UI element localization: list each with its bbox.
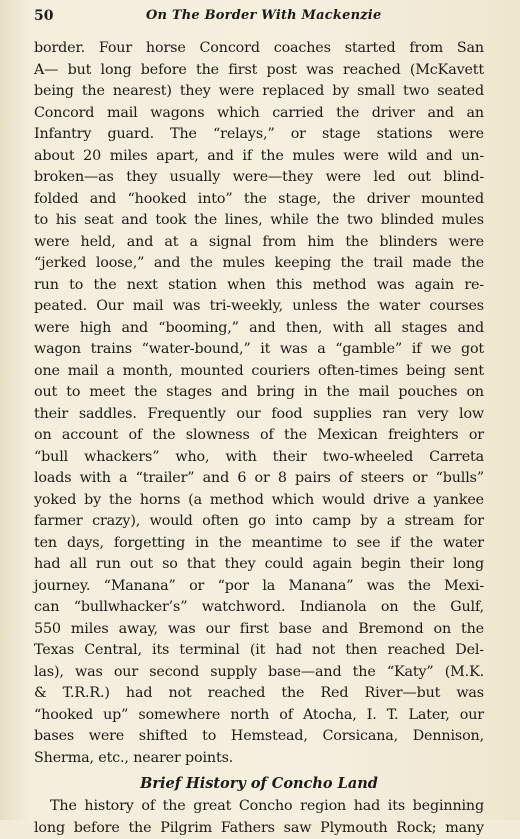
text-line: were held, and at a signal from him the blinders were xyxy=(34,232,484,254)
text-line: to his seat and took the lines, while the two blinded mules xyxy=(34,210,484,232)
text-line: can “bullwhacker’s” watchword. Indianola on the Gulf, xyxy=(34,597,484,619)
text-line: “jerked loose,” and the mules keeping the trail made the xyxy=(34,253,484,275)
body-text xyxy=(34,38,484,839)
text-line: loads with a “trailer” and 6 or 8 pairs of steers or “bulls” xyxy=(34,468,484,490)
text-line: bases were shifted to Hemstead, Corsicana, Dennison, xyxy=(34,726,484,748)
text-line: about 20 miles apart, and if the mules were wild and un- xyxy=(34,146,484,168)
running-title: On The Border With Mackenzie xyxy=(146,8,381,23)
text-line: Sherma, etc., nearer points. xyxy=(34,748,484,770)
text-line: Texas Central, its terminal (it had not then reached Del- xyxy=(34,640,484,662)
text-line: their saddles. Frequently our food supplies ran very low xyxy=(34,404,484,426)
page-number: 50 xyxy=(34,8,53,24)
text-line: & T.R.R.) had not reached the Red River—but was xyxy=(34,683,484,705)
text-line: folded and “hooked into” the stage, the driver mounted xyxy=(34,189,484,211)
text-line: on account of the slowness of the Mexican freighters or xyxy=(34,425,484,447)
text-line: wagon trains “water-bound,” it was a “gamble” if we got xyxy=(34,339,484,361)
text-line: Concord mail wagons which carried the driver and an xyxy=(34,103,484,125)
text-line: farmer crazy), would often go into camp by a stream for xyxy=(34,511,484,533)
text-line: long before the Pilgrim Fathers saw Plymouth Rock; many xyxy=(34,818,484,839)
text-line: “bull whackers” who, with their two-wheeled Carreta xyxy=(34,447,484,469)
text-line: were high and “booming,” and then, with all stages and xyxy=(34,318,484,340)
text-line: border. Four horse Concord coaches started from San xyxy=(34,38,484,60)
text-line: Infantry guard. The “relays,” or stage stations were xyxy=(34,124,484,146)
paragraph-2 xyxy=(34,796,484,839)
text-line: The history of the great Concho region had its beginning xyxy=(34,796,484,818)
text-line: “hooked up” somewhere north of Atocha, I. T. Later, our xyxy=(34,705,484,727)
paragraph-1 xyxy=(34,38,484,769)
text-line: yoked by the horns (a method which would drive a yankee xyxy=(34,490,484,512)
page-header xyxy=(34,8,490,30)
text-line: run to the next station when this method was again re- xyxy=(34,275,484,297)
section-heading: Brief History of Concho Land xyxy=(34,772,484,796)
text-line: las), was our second supply base—and the “Katy” (M.K. xyxy=(34,662,484,684)
text-line: A— but long before the first post was reached (McKavett xyxy=(34,60,484,82)
text-line: ten days, forgetting in the meantime to see if the water xyxy=(34,533,484,555)
text-line: 550 miles away, was our first base and Bremond on the xyxy=(34,619,484,641)
text-line: being the nearest) they were replaced by small two seated xyxy=(34,81,484,103)
text-line: broken—as they usually were—they were led out blind- xyxy=(34,167,484,189)
text-line: journey. “Manana” or “por la Manana” was the Mexi- xyxy=(34,576,484,598)
text-line: out to meet the stages and bring in the mail pouches on xyxy=(34,382,484,404)
text-line: one mail a month, mounted couriers often-times being sent xyxy=(34,361,484,383)
text-line: had all run out so that they could again begin their long xyxy=(34,554,484,576)
text-line: peated. Our mail was tri-weekly, unless the water courses xyxy=(34,296,484,318)
